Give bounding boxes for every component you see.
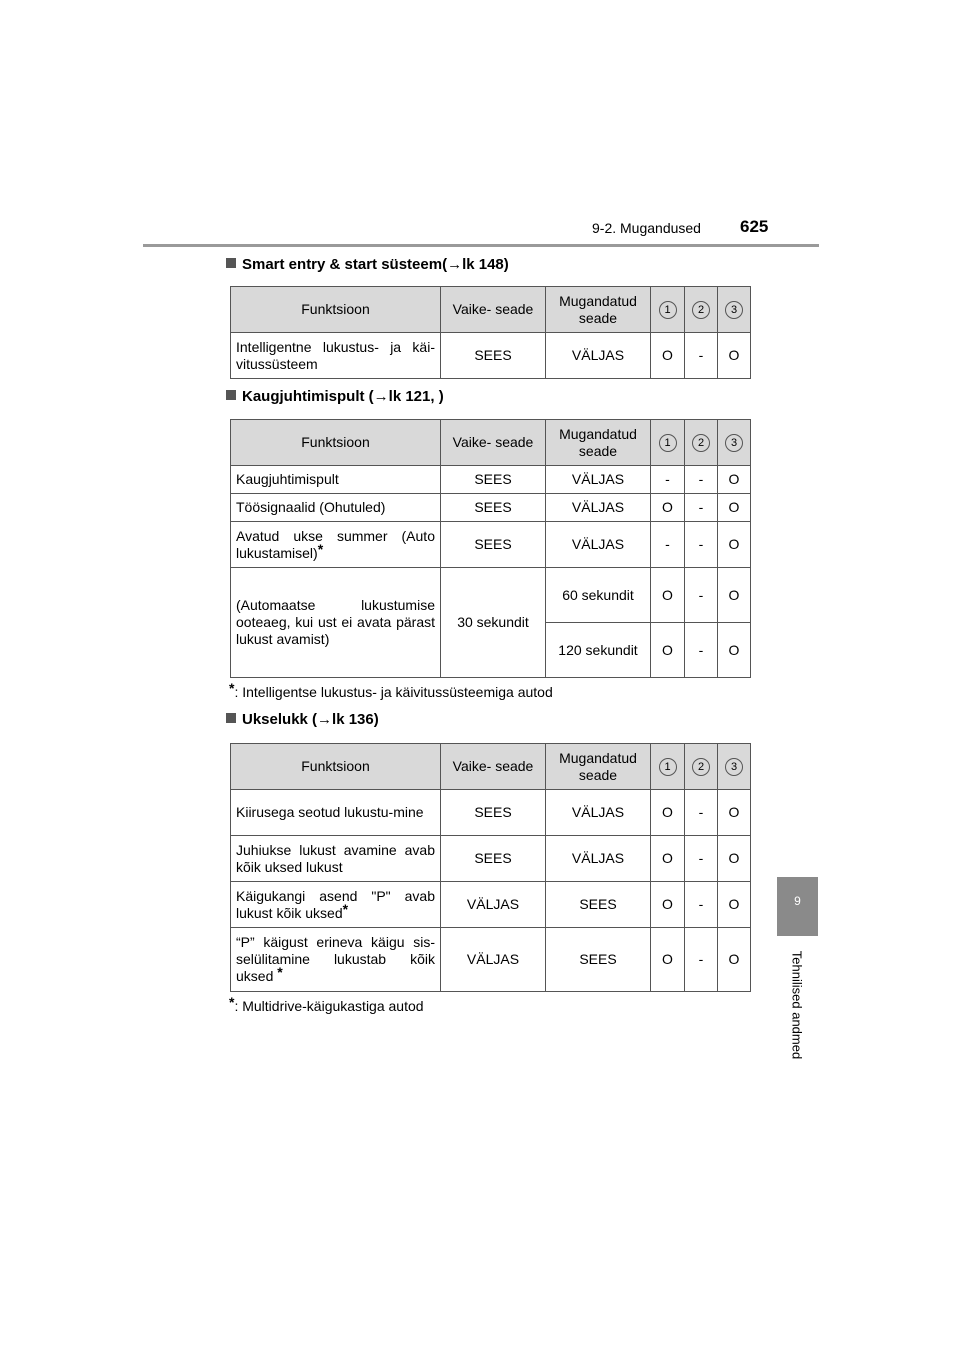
circled-number: 3 <box>725 301 743 319</box>
c1-cell: O <box>651 333 685 379</box>
column-header-3 <box>718 744 751 790</box>
c2-cell: - <box>685 882 718 928</box>
column-header-custom: Mugandatud seade <box>546 287 651 333</box>
c3-cell: O <box>718 466 751 494</box>
c2-cell: - <box>685 928 718 992</box>
footnote-intelligent <box>229 680 553 700</box>
default-cell: SEES <box>441 790 546 836</box>
c1-cell: O <box>651 928 685 992</box>
asterisk-mark: * <box>229 680 235 696</box>
table-row <box>231 494 751 522</box>
column-header-1 <box>651 744 685 790</box>
section-heading-text: Smart entry & start süsteem(→lk 148) <box>242 256 509 273</box>
default-cell: SEES <box>441 333 546 379</box>
function-text: “P” käigust erineva käigu sis-selülitamine lukustab kõik uksed <box>236 934 435 984</box>
footnote-text: : Multidrive-käigukastiga autod <box>234 998 424 1014</box>
section-heading-smart-entry <box>226 256 509 273</box>
remote-table <box>230 419 751 678</box>
circled-number: 3 <box>725 758 743 776</box>
asterisk-mark: * <box>277 964 283 980</box>
c2-cell: - <box>685 494 718 522</box>
c1-cell: O <box>651 623 685 678</box>
square-bullet-icon <box>226 390 236 400</box>
custom-cell: VÄLJAS <box>546 494 651 522</box>
section-heading-text: Kaugjuhtimispult (→lk 121, ) <box>242 388 444 405</box>
chapter-tab-text: Tehnilised andmed <box>789 950 805 1060</box>
custom-cell: 60 sekundit <box>546 568 651 623</box>
table-header-row <box>231 287 751 333</box>
c1-cell: O <box>651 790 685 836</box>
function-cell <box>231 928 441 992</box>
c1-cell: O <box>651 494 685 522</box>
c3-cell: O <box>718 882 751 928</box>
c1-cell: O <box>651 882 685 928</box>
c1-cell: O <box>651 836 685 882</box>
square-bullet-icon <box>226 258 236 268</box>
c3-cell: O <box>718 623 751 678</box>
custom-cell: SEES <box>546 882 651 928</box>
function-text: Käigukangi asend "P" avab lukust kõik uksed <box>236 887 435 921</box>
table-header-row <box>231 744 751 790</box>
c2-cell: - <box>685 522 718 568</box>
column-header-function: Funktsioon <box>231 420 441 466</box>
table-row <box>231 333 751 379</box>
column-header-1 <box>651 287 685 333</box>
default-cell: 30 sekundit <box>441 568 546 678</box>
asterisk-mark: * <box>317 540 324 557</box>
circled-number: 2 <box>692 758 710 776</box>
default-cell: VÄLJAS <box>441 928 546 992</box>
table-row <box>231 790 751 836</box>
function-text: Avatud ukse summer (Auto lukustamisel) <box>236 527 435 561</box>
column-header-default: Vaike- seade <box>441 287 546 333</box>
circled-number: 2 <box>692 301 710 319</box>
c2-cell: - <box>685 836 718 882</box>
custom-cell: VÄLJAS <box>546 333 651 379</box>
header-rule <box>143 244 819 247</box>
asterisk-mark: * <box>229 994 235 1010</box>
column-header-3 <box>718 287 751 333</box>
custom-cell: VÄLJAS <box>546 522 651 568</box>
table-header-row <box>231 420 751 466</box>
c3-cell: O <box>718 568 751 623</box>
c3-cell: O <box>718 790 751 836</box>
circled-number: 2 <box>692 434 710 452</box>
circled-number: 1 <box>659 758 677 776</box>
asterisk-mark: * <box>342 900 349 917</box>
c3-cell: O <box>718 836 751 882</box>
smart-entry-table <box>230 286 751 379</box>
column-header-2 <box>685 744 718 790</box>
column-header-2 <box>685 420 718 466</box>
column-header-1 <box>651 420 685 466</box>
default-cell: SEES <box>441 522 546 568</box>
function-cell: Intelligentne lukustus- ja käi-vitussüsteem <box>231 333 441 379</box>
c1-cell: - <box>651 466 685 494</box>
section-heading-door-lock <box>226 711 379 728</box>
function-cell <box>231 882 441 928</box>
c1-cell: - <box>651 522 685 568</box>
custom-cell: VÄLJAS <box>546 790 651 836</box>
column-header-custom: Mugandatud seade <box>546 744 651 790</box>
c3-cell: O <box>718 522 751 568</box>
function-cell: Kiirusega seotud lukustu-mine <box>231 790 441 836</box>
default-cell: SEES <box>441 494 546 522</box>
column-header-2 <box>685 287 718 333</box>
custom-cell: 120 sekundit <box>546 623 651 678</box>
function-cell: Juhiukse lukust avamine avab kõik uksed lukust <box>231 836 441 882</box>
page-number: 625 <box>740 217 769 236</box>
section-heading-text: Ukselukk (→lk 136) <box>242 711 379 728</box>
default-cell: SEES <box>441 836 546 882</box>
chapter-tab-number: 9 <box>777 877 818 936</box>
c1-cell: O <box>651 568 685 623</box>
table-row <box>231 568 751 623</box>
c2-cell: - <box>685 568 718 623</box>
column-header-custom: Mugandatud seade <box>546 420 651 466</box>
table-row <box>231 466 751 494</box>
circled-number: 1 <box>659 434 677 452</box>
table-row <box>231 836 751 882</box>
table-row <box>231 522 751 568</box>
c2-cell: - <box>685 623 718 678</box>
square-bullet-icon <box>226 713 236 723</box>
custom-cell: SEES <box>546 928 651 992</box>
table-row <box>231 928 751 992</box>
function-cell <box>231 522 441 568</box>
table-row <box>231 882 751 928</box>
function-cell: Töösignaalid (Ohutuled) <box>231 494 441 522</box>
c3-cell: O <box>718 494 751 522</box>
circled-number: 1 <box>659 301 677 319</box>
footnote-multidrive <box>229 994 424 1014</box>
function-cell: Kaugjuhtimispult <box>231 466 441 494</box>
function-cell: (Automaatse lukustumise ooteaeg, kui ust ei avata pärast lukust avamist) <box>231 568 441 678</box>
chapter-tab-label <box>762 942 832 1068</box>
section-title: 9-2. Mugandused <box>592 220 701 236</box>
column-header-default: Vaike- seade <box>441 744 546 790</box>
custom-cell: VÄLJAS <box>546 466 651 494</box>
default-cell: SEES <box>441 466 546 494</box>
default-cell: VÄLJAS <box>441 882 546 928</box>
footnote-text: : Intelligentse lukustus- ja käivitussüsteemiga autod <box>234 684 553 700</box>
c3-cell: O <box>718 333 751 379</box>
c2-cell: - <box>685 790 718 836</box>
circled-number: 3 <box>725 434 743 452</box>
column-header-function: Funktsioon <box>231 287 441 333</box>
column-header-3 <box>718 420 751 466</box>
c2-cell: - <box>685 466 718 494</box>
door-lock-table <box>230 743 751 992</box>
column-header-function: Funktsioon <box>231 744 441 790</box>
custom-cell: VÄLJAS <box>546 836 651 882</box>
c3-cell: O <box>718 928 751 992</box>
c2-cell: - <box>685 333 718 379</box>
section-heading-remote <box>226 388 444 405</box>
column-header-default: Vaike- seade <box>441 420 546 466</box>
